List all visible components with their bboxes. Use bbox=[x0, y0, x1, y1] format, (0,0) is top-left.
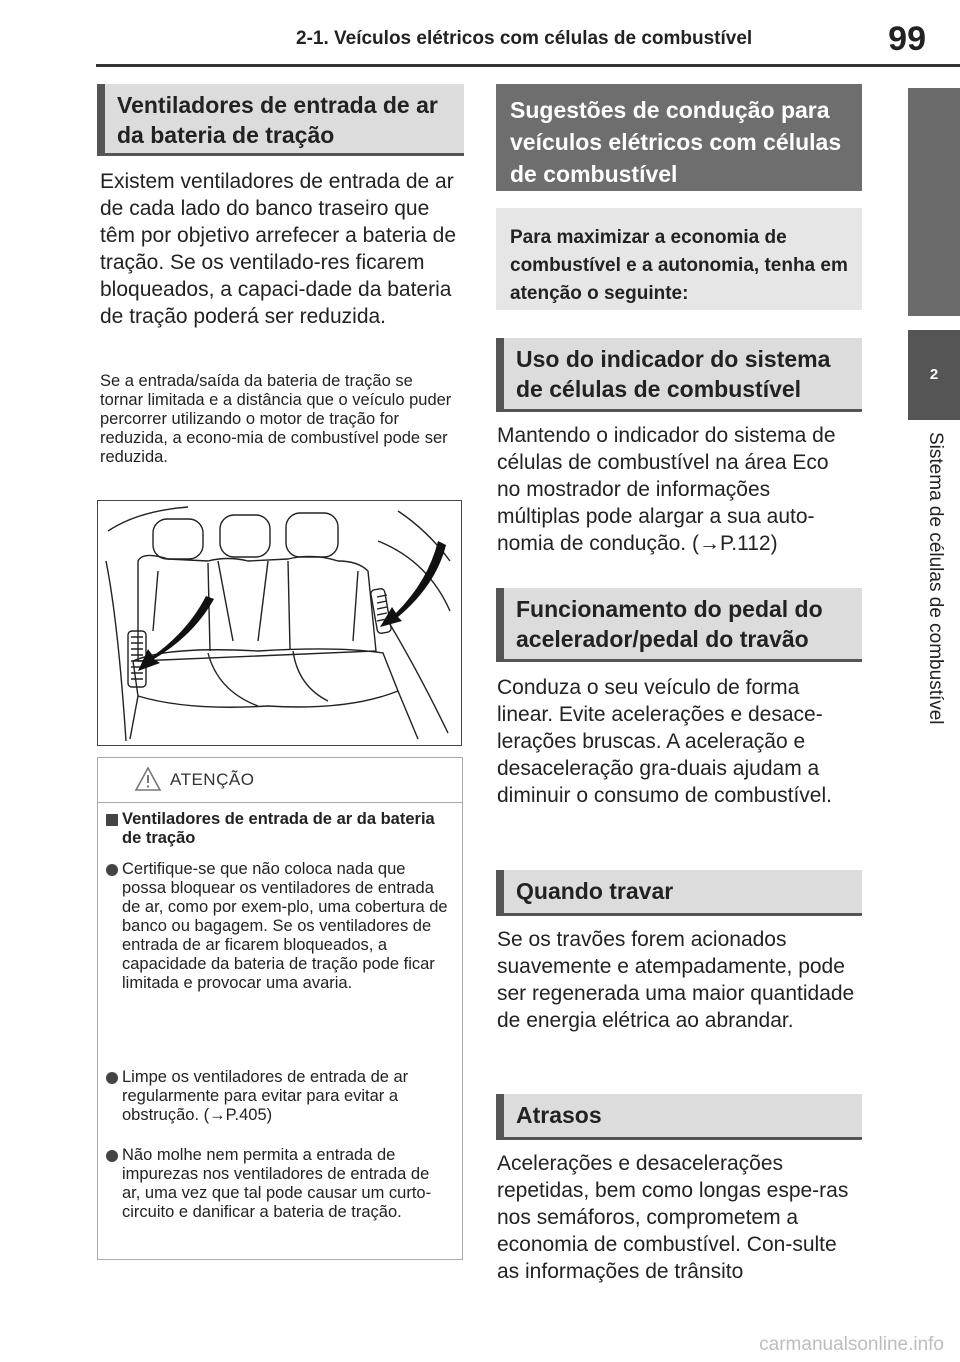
bullet-icon bbox=[106, 1072, 118, 1084]
square-bullet-icon bbox=[106, 814, 118, 826]
body-paragraph: Se os travões forem acionados suavemente e atempadamente, pode ser regenerada uma maior quantidade de energia elétrica ao abrandar. bbox=[497, 928, 855, 1032]
section-heading: Funcionamento do pedal do acelerador/pedal do travão bbox=[496, 588, 862, 662]
caution-item-text: Certifique-se que não coloca nada que possa bloquear os ventiladores de entrada de ar, como por exem-plo, uma cobertura de banco ou bagagem. Se os ventiladores de entrada de ar ficarem bloqueados, a capacidade da bateria de tração pode ficar limitada e provocar uma avaria. bbox=[122, 860, 448, 992]
caution-subheading: Ventiladores de entrada de ar da bateria de tração bbox=[122, 810, 435, 847]
side-tab-label-container bbox=[908, 432, 960, 792]
watermark: carmanualsonline.info bbox=[759, 1334, 944, 1355]
page-number: 99 bbox=[888, 20, 926, 58]
caution-item-text: Limpe os ventiladores de entrada de ar regularmente para evitar para evitar a obstrução. (→P.405) bbox=[122, 1068, 409, 1124]
section-heading: Uso do indicador do sistema de células de combustível bbox=[496, 338, 862, 412]
caution-header bbox=[98, 758, 462, 803]
section-heading: Quando travar bbox=[496, 870, 862, 916]
warning-triangle-icon bbox=[134, 766, 162, 792]
rear-seat-illustration bbox=[97, 500, 462, 746]
header-rule bbox=[96, 64, 960, 67]
bullet-icon bbox=[106, 864, 118, 876]
section-heading: Ventiladores de entrada de ar da bateria de tração bbox=[97, 84, 464, 156]
body-paragraph: Existem ventiladores de entrada de ar de cada lado do banco traseiro que têm por objetivo arrefecer a bateria de tração. Se os ventilado-res ficarem bloqueados, a capaci-dade da bateria de tração poderá ser reduzida. bbox=[100, 170, 457, 328]
main-section-heading: Sugestões de condução para veículos elétricos com células de combustível bbox=[496, 84, 862, 191]
info-paragraph: Se a entrada/saída da bateria de tração se tornar limitada e a distância que o veículo puder percorrer utilizando o motor de tração for reduzida, a econo-mia de combustível pode ser reduzida. bbox=[100, 372, 452, 466]
side-tab-chapter-label: Sistema de células de combustível bbox=[925, 432, 946, 725]
bullet-icon bbox=[106, 1150, 118, 1162]
side-tab-block bbox=[908, 88, 960, 316]
body-paragraph: Conduza o seu veículo de forma linear. Evite acelerações e desace-lerações bruscas. A aceleração e desaceleração gra-duais ajudam a diminuir o consumo de combustível. bbox=[497, 676, 832, 807]
intro-note: Para maximizar a economia de combustível e a autonomia, tenha em atenção o seguinte: bbox=[496, 208, 862, 310]
caution-item-text: Não molhe nem permita a entrada de impurezas nos ventiladores de entrada de ar, uma vez que tal pode causar um curto-circuito e danificar a bateria de tração. bbox=[122, 1146, 432, 1221]
running-header: 2-1. Veículos elétricos com células de combustível bbox=[296, 28, 753, 49]
caution-box bbox=[97, 757, 463, 1260]
caution-title: ATENÇÃO bbox=[170, 770, 255, 789]
side-tab-chapter-number: 2 bbox=[908, 330, 960, 420]
body-paragraph: Acelerações e desacelerações repetidas, bem como longas espe-ras nos semáforos, comprometem a economia de combustível. Con-sulte as informações de trânsito bbox=[497, 1152, 849, 1283]
body-paragraph: Mantendo o indicador do sistema de células de combustível na área Eco no mostrador de informações múltiplas pode alargar a sua auto-nomia de condução. (→P.112) bbox=[497, 424, 836, 555]
rear-seat-drawing bbox=[98, 501, 460, 744]
section-heading: Atrasos bbox=[496, 1094, 862, 1140]
